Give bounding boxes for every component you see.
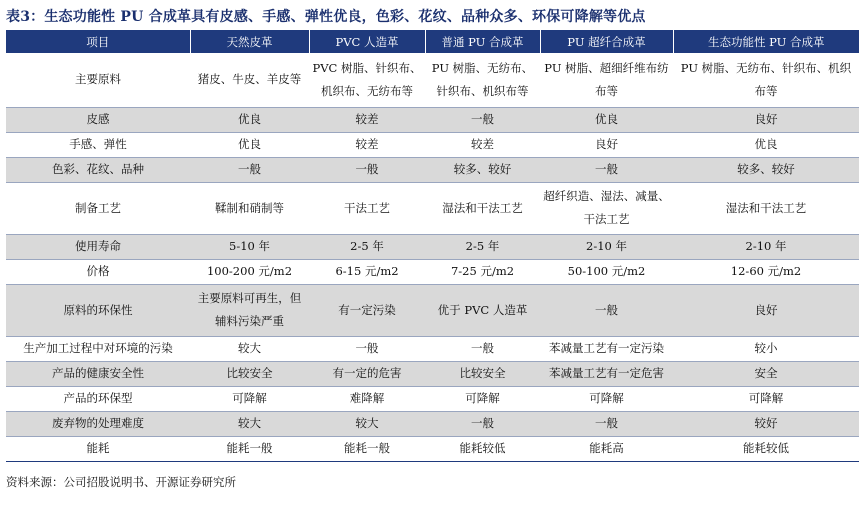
- table-cell: 良好: [673, 107, 859, 132]
- source-note: 资料来源：公司招股说明书、开源证券研究所: [6, 475, 236, 489]
- table-cell: 鞣制和硝制等: [190, 182, 309, 234]
- row-label: 产品的健康安全性: [6, 361, 190, 386]
- table-cell: 较差: [425, 132, 540, 157]
- header-ordinary-pu: 普通 PU 合成革: [425, 30, 540, 53]
- table-row: [6, 234, 859, 259]
- table-cell: 2-5 年: [309, 234, 425, 259]
- row-label: 生产加工过程中对环境的污染: [6, 336, 190, 361]
- table-cell: 超纤织造、湿法、减量、干法工艺: [540, 182, 673, 234]
- table-cell: 能耗一般: [309, 436, 425, 461]
- table-cell: 难降解: [309, 386, 425, 411]
- table-cell: 2-10 年: [540, 234, 673, 259]
- table-cell: 能耗高: [540, 436, 673, 461]
- row-label: 使用寿命: [6, 234, 190, 259]
- row-label: 原料的环保性: [6, 284, 190, 336]
- table-cell: 6-15 元/m2: [309, 259, 425, 284]
- table-cell: 有一定的危害: [309, 361, 425, 386]
- table-cell: 较多、较好: [425, 157, 540, 182]
- table-cell: 一般: [309, 336, 425, 361]
- table-cell: 可降解: [190, 386, 309, 411]
- table-cell: 较差: [309, 132, 425, 157]
- table-cell: 较好: [673, 411, 859, 436]
- table-cell: 有一定污染: [309, 284, 425, 336]
- table-cell: 优良: [540, 107, 673, 132]
- table-cell: 较差: [309, 107, 425, 132]
- header-natural-leather: 天然皮革: [190, 30, 309, 53]
- header-pvc-leather: PVC 人造革: [309, 30, 425, 53]
- table-cell: 优良: [673, 132, 859, 157]
- row-label: 皮感: [6, 107, 190, 132]
- table-row: [6, 411, 859, 436]
- table-cell: PU 树脂、无纺布、针织布、机织布等: [425, 53, 540, 107]
- table-cell: 能耗较低: [425, 436, 540, 461]
- table-cell: 2-5 年: [425, 234, 540, 259]
- table-cell: 一般: [309, 157, 425, 182]
- table-cell: 较大: [309, 411, 425, 436]
- row-label: 产品的环保型: [6, 386, 190, 411]
- table-cell: 良好: [673, 284, 859, 336]
- table-row: [6, 386, 859, 411]
- table-row: [6, 107, 859, 132]
- table-cell: 可降解: [673, 386, 859, 411]
- table-cell: 一般: [190, 157, 309, 182]
- table-header-row: [6, 30, 859, 53]
- table-title: 表3：生态功能性 PU 合成革具有皮感、手感、弹性优良，色彩、花纹、品种众多、环保可降解等优点: [6, 9, 646, 25]
- table-cell: 一般: [540, 284, 673, 336]
- table-row: [6, 132, 859, 157]
- table-cell: 优良: [190, 107, 309, 132]
- table-cell: 安全: [673, 361, 859, 386]
- table-cell: 湿法和干法工艺: [673, 182, 859, 234]
- row-label: 能耗: [6, 436, 190, 461]
- table-cell: 湿法和干法工艺: [425, 182, 540, 234]
- table-cell: 一般: [425, 336, 540, 361]
- table-row: [6, 182, 859, 234]
- header-pu-microfiber: PU 超纤合成革: [540, 30, 673, 53]
- table-cell: PVC 树脂、针织布、机织布、无纺布等: [309, 53, 425, 107]
- table-cell: 优于 PVC 人造革: [425, 284, 540, 336]
- table-cell: 主要原料可再生，但辅料污染严重: [190, 284, 309, 336]
- table-row: [6, 361, 859, 386]
- table-cell: 一般: [540, 411, 673, 436]
- table-row: [6, 336, 859, 361]
- table-cell: 一般: [540, 157, 673, 182]
- table-cell: 较大: [190, 411, 309, 436]
- table-cell: 一般: [425, 411, 540, 436]
- table-cell: 苯减量工艺有一定污染: [540, 336, 673, 361]
- table-cell: 能耗一般: [190, 436, 309, 461]
- table-cell: 较大: [190, 336, 309, 361]
- table-cell: PU 树脂、超细纤维布纺布等: [540, 53, 673, 107]
- table-row: [6, 53, 859, 107]
- row-label: 制备工艺: [6, 182, 190, 234]
- table-cell: 可降解: [540, 386, 673, 411]
- table-cell: 良好: [540, 132, 673, 157]
- row-label: 色彩、花纹、品种: [6, 157, 190, 182]
- header-eco-pu: 生态功能性 PU 合成革: [673, 30, 859, 53]
- row-label: 手感、弹性: [6, 132, 190, 157]
- table-cell: 能耗较低: [673, 436, 859, 461]
- table-row: [6, 259, 859, 284]
- table-cell: 猪皮、牛皮、羊皮等: [190, 53, 309, 107]
- table-cell: 比较安全: [190, 361, 309, 386]
- table-row: [6, 436, 859, 461]
- table-cell: 优良: [190, 132, 309, 157]
- table-cell: 一般: [425, 107, 540, 132]
- table-cell: 苯减量工艺有一定危害: [540, 361, 673, 386]
- table-row: [6, 284, 859, 336]
- table-cell: 可降解: [425, 386, 540, 411]
- table-cell: 12-60 元/m2: [673, 259, 859, 284]
- table-cell: 较小: [673, 336, 859, 361]
- table-cell: 50-100 元/m2: [540, 259, 673, 284]
- table-cell: 7-25 元/m2: [425, 259, 540, 284]
- row-label: 主要原料: [6, 53, 190, 107]
- row-label: 废弃物的处理难度: [6, 411, 190, 436]
- table-row: [6, 157, 859, 182]
- table-cell: 2-10 年: [673, 234, 859, 259]
- table-cell: 干法工艺: [309, 182, 425, 234]
- table-cell: 比较安全: [425, 361, 540, 386]
- comparison-table: [6, 30, 859, 462]
- header-item: 项目: [6, 30, 190, 53]
- table-cell: 100-200 元/m2: [190, 259, 309, 284]
- table-cell: PU 树脂、无纺布、针织布、机织布等: [673, 53, 859, 107]
- table-cell: 5-10 年: [190, 234, 309, 259]
- table-cell: 较多、较好: [673, 157, 859, 182]
- row-label: 价格: [6, 259, 190, 284]
